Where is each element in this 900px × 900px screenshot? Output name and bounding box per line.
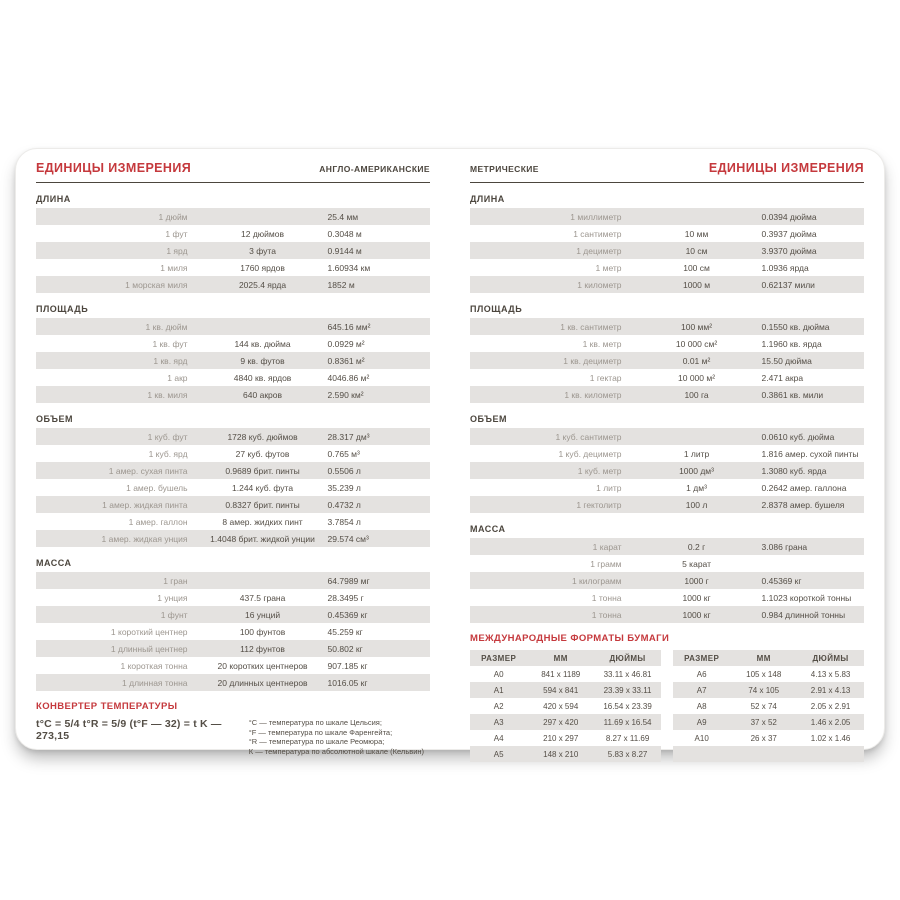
table-cell: 1 дюйм: [158, 211, 188, 222]
table-cell: 1 куб. дециметр: [558, 448, 622, 459]
table-cell: 1 дециметр: [576, 245, 622, 256]
paper-table-row: [673, 714, 864, 730]
measure-section-масса: [36, 558, 430, 691]
table-cell: 10 000 м²: [678, 372, 716, 383]
table-row: [470, 479, 864, 496]
table-cell: 1000 г: [684, 575, 709, 586]
sections-left: [36, 194, 430, 691]
paper-table-row: [673, 682, 864, 698]
table-cell: 0.2642 амер. галлона: [761, 482, 847, 493]
table-cell: 1 короткий центнер: [110, 626, 188, 637]
paper-cell: 8.27 x 11.69: [605, 733, 650, 743]
table-cell: 1 амер. сухая пинта: [108, 465, 188, 476]
paper-tables: [470, 650, 864, 762]
table-cell: 1 гектар: [589, 372, 622, 383]
table-cell: 8 амер. жидких пинт: [222, 516, 303, 527]
table-row: [470, 589, 864, 606]
table-cell: 437.5 грана: [239, 592, 286, 603]
table-row: [36, 572, 430, 589]
table-row: [36, 657, 430, 674]
table-row: [470, 606, 864, 623]
table-cell: 1 кв. миля: [147, 389, 188, 400]
section-label: ПЛОЩАДЬ: [36, 304, 89, 314]
paper-cell: A9: [696, 717, 707, 727]
table-row: [36, 589, 430, 606]
table-cell: 1 дм³: [686, 482, 707, 493]
table-cell: 1 унция: [157, 592, 188, 603]
table-cell: 1 кв. дециметр: [563, 355, 622, 366]
paper-table-row: [470, 666, 661, 682]
table-cell: 3 фута: [249, 245, 276, 256]
measure-section-длина: [36, 194, 430, 293]
table-cell: 20 коротких центнеров: [217, 660, 308, 671]
table-cell: 3.9370 дюйма: [761, 245, 817, 256]
table-cell: 0.5506 л: [327, 465, 361, 476]
table-row: [470, 208, 864, 225]
table-cell: 2025.4 ярда: [238, 279, 287, 290]
paper-cell: A1: [493, 685, 504, 695]
table-cell: 0.1550 кв. дюйма: [761, 321, 830, 332]
paper-cell: 105 x 148: [746, 669, 782, 679]
temperature-notes: [249, 718, 430, 756]
table-cell: 1000 кг: [682, 592, 711, 603]
table-cell: 1.816 амер. сухой пинты: [761, 448, 859, 459]
table-cell: 112 фунтов: [240, 643, 285, 654]
temperature-converter-title: КОНВЕРТЕР ТЕМПЕРАТУРЫ: [36, 701, 178, 712]
table-cell: 0.3048 м: [327, 228, 362, 239]
table-cell: 29.574 см³: [327, 533, 369, 544]
table-row: [470, 259, 864, 276]
table-cell: 0.0929 м²: [327, 338, 365, 349]
section-label: ОБЪЕМ: [36, 414, 73, 424]
table-cell: 1 кв. дюйм: [145, 321, 188, 332]
table-cell: 1 килограмм: [571, 575, 622, 586]
table-cell: 0.8327 брит. пинты: [225, 499, 300, 510]
table-cell: 0.45369 кг: [327, 609, 368, 620]
table-row: [470, 496, 864, 513]
paper-cell: 16.54 x 23.39: [603, 701, 652, 711]
table-row: [36, 606, 430, 623]
table-cell: 640 акров: [243, 389, 283, 400]
table-cell: 1 куб. метр: [577, 465, 622, 476]
table-cell: 0.2 г: [687, 541, 706, 552]
table-row: [36, 428, 430, 445]
table-row: [470, 352, 864, 369]
paper-cell: 210 x 297: [543, 733, 579, 743]
section-label: МАССА: [36, 558, 72, 568]
table-cell: 1 кв. километр: [564, 389, 622, 400]
table-row: [470, 225, 864, 242]
paper-cell: 11.69 x 16.54: [603, 717, 652, 727]
table-row: [36, 496, 430, 513]
table-cell: 2.471 акра: [761, 372, 804, 383]
table-cell: 1 куб. фут: [147, 431, 188, 442]
table-cell: 1000 кг: [682, 609, 711, 620]
table-cell: 0.984 длинной тонны: [761, 609, 846, 620]
paper-cell: 23.39 x 33.11: [603, 685, 652, 695]
table-cell: 0.9689 брит. пинты: [225, 465, 300, 476]
measure-section-длина: [470, 194, 864, 293]
table-cell: 100 га: [684, 389, 709, 400]
paper-table-row: [470, 746, 661, 762]
table-row: [36, 208, 430, 225]
table-cell: 1 длинный центнер: [110, 643, 188, 654]
table-cell: 12 дюймов: [241, 228, 285, 239]
table-cell: 1728 куб. дюймов: [227, 431, 298, 442]
table-row: [36, 259, 430, 276]
table-row: [36, 318, 430, 335]
paper-table-row: [673, 746, 864, 762]
table-cell: 1.3080 куб. ярда: [761, 465, 827, 476]
table-cell: 1 грамм: [590, 558, 622, 569]
paper-table-header-row: [470, 650, 661, 666]
table-cell: 1 фунт: [160, 609, 188, 620]
table-cell: 1.4048 брит. жидкой унции: [210, 533, 315, 544]
paper-cell: 841 x 1189: [541, 669, 581, 679]
temperature-note: °R — температура по шкале Реомюра;: [248, 737, 385, 746]
paper-cell: 52 x 74: [750, 701, 777, 711]
table-cell: 50.802 кг: [327, 643, 363, 654]
table-cell: 1 амер. галлон: [128, 516, 188, 527]
table-cell: 1 километр: [577, 279, 622, 290]
table-row: [470, 428, 864, 445]
table-row: [470, 318, 864, 335]
section-label: ОБЪЕМ: [470, 414, 507, 424]
table-cell: 1 куб. сантиметр: [555, 431, 622, 442]
table-cell: 1 карат: [592, 541, 622, 552]
table-cell: 1000 дм³: [679, 465, 714, 476]
table-cell: 5 карат: [682, 558, 711, 569]
table-cell: 16 унций: [244, 609, 281, 620]
table-cell: 1 кв. сантиметр: [560, 321, 622, 332]
sections-right: [470, 194, 864, 623]
paper-cell: A3: [493, 717, 504, 727]
paper-cell: A10: [694, 733, 709, 743]
paper-cell: 33.11 x 46.81: [603, 669, 652, 679]
table-row: [36, 225, 430, 242]
table-cell: 1.60934 км: [327, 262, 371, 273]
table-cell: 1 сантиметр: [573, 228, 622, 239]
paper-cell: A2: [493, 701, 504, 711]
paper-cell: 37 x 52: [750, 717, 777, 727]
table-cell: 3.086 грана: [761, 541, 808, 552]
table-cell: 1 метр: [595, 262, 622, 273]
temperature-converter: [36, 701, 430, 756]
table-row: [36, 352, 430, 369]
table-row: [36, 276, 430, 293]
table-cell: 10 мм: [684, 228, 709, 239]
table-cell: 1 морская миля: [125, 279, 188, 290]
paper-table-left: [470, 650, 661, 762]
table-cell: 1 кв. метр: [582, 338, 622, 349]
table-cell: 1 миля: [160, 262, 188, 273]
table-cell: 1.1023 короткой тонны: [761, 592, 852, 603]
table-cell: 0.0394 дюйма: [761, 211, 817, 222]
table-cell: 0.4732 л: [327, 499, 361, 510]
measure-section-объем: [36, 414, 430, 547]
table-cell: 1.0936 ярда: [761, 262, 809, 273]
table-cell: 28.317 дм³: [327, 431, 370, 442]
table-cell: 0.01 м²: [682, 355, 711, 366]
table-cell: 1 тонна: [591, 609, 622, 620]
paper-formats: [470, 633, 864, 762]
paper-table-row: [673, 730, 864, 746]
table-cell: 1 длинная тонна: [122, 677, 188, 688]
table-cell: 144 кв. дюйма: [234, 338, 291, 349]
page-subtitle-anglo: АНГЛО-АМЕРИКАНСКИЕ: [319, 164, 430, 174]
paper-table-row: [470, 730, 661, 746]
paper-cell: 594 x 841: [543, 685, 579, 695]
paper-cell: A6: [696, 669, 707, 679]
paper-formats-title: МЕЖДУНАРОДНЫЕ ФОРМАТЫ БУМАГИ: [470, 633, 670, 644]
section-label: МАССА: [470, 524, 506, 534]
table-row: [36, 462, 430, 479]
measure-section-площадь: [470, 304, 864, 403]
table-cell: 1.244 куб. фута: [232, 482, 294, 493]
table-cell: 0.62137 мили: [761, 279, 815, 290]
table-cell: 10 см: [685, 245, 708, 256]
table-cell: 907.185 кг: [327, 660, 368, 671]
table-cell: 0.3861 кв. мили: [761, 389, 824, 400]
page-left: [16, 149, 450, 756]
measure-section-масса: [470, 524, 864, 623]
table-cell: 10 000 см²: [675, 338, 718, 349]
table-cell: 1 миллиметр: [570, 211, 622, 222]
table-row: [470, 462, 864, 479]
table-row: [36, 513, 430, 530]
paper-cell: 2.91 x 4.13: [810, 685, 851, 695]
table-cell: 1852 м: [327, 279, 355, 290]
table-cell: 0.765 м³: [327, 448, 360, 459]
table-cell: 1016.05 кг: [327, 677, 368, 688]
table-cell: 1 амер. жидкая унция: [101, 533, 188, 544]
table-cell: 1 ярд: [166, 245, 188, 256]
table-cell: 25.4 мм: [327, 211, 359, 222]
paper-table-row: [470, 682, 661, 698]
table-cell: 1 амер. бушель: [126, 482, 188, 493]
table-cell: 27 куб. футов: [235, 448, 290, 459]
header-rule: [36, 182, 430, 183]
table-cell: 1 короткая тонна: [120, 660, 188, 671]
table-cell: 1 куб. ярд: [148, 448, 188, 459]
paper-cell: 26 x 37: [750, 733, 777, 743]
table-cell: 3.7854 л: [327, 516, 361, 527]
table-cell: 4840 кв. ярдов: [233, 372, 292, 383]
paper-cell: 5.83 x 8.27: [607, 749, 648, 759]
table-cell: 20 длинных центнеров: [217, 677, 308, 688]
table-row: [470, 555, 864, 572]
table-cell: 35.239 л: [327, 482, 361, 493]
table-cell: 0.3937 дюйма: [761, 228, 817, 239]
table-row: [36, 640, 430, 657]
table-cell: 0.45369 кг: [761, 575, 802, 586]
table-cell: 1 литр: [596, 482, 622, 493]
header-rule-right: [470, 182, 864, 183]
paper-cell: A8: [696, 701, 707, 711]
paper-cell: A7: [696, 685, 707, 695]
page-subtitle-metric: МЕТРИЧЕСКИЕ: [470, 164, 539, 174]
paper-table-row: [470, 714, 661, 730]
temperature-note: °C — температура по шкале Цельсия;: [248, 718, 382, 727]
paper-table-row: [470, 698, 661, 714]
table-cell: 1 фут: [165, 228, 188, 239]
table-cell: 9 кв. футов: [240, 355, 285, 366]
paper-cell: 420 x 594: [543, 701, 579, 711]
table-row: [36, 335, 430, 352]
paper-header-cell: РАЗМЕР: [684, 653, 720, 663]
paper-table-right: [673, 650, 864, 762]
table-cell: 1 гектолитр: [576, 499, 622, 510]
paper-cell: A4: [493, 733, 504, 743]
table-row: [36, 242, 430, 259]
table-row: [36, 530, 430, 547]
table-row: [470, 538, 864, 555]
page-title: ЕДИНИЦЫ ИЗМЕРЕНИЯ: [36, 161, 192, 175]
table-cell: 1 литр: [683, 448, 710, 459]
table-row: [470, 369, 864, 386]
paper-cell: 4.13 x 5.83: [810, 669, 851, 679]
temperature-note: °F — температура по шкале Фаренгейта;: [248, 727, 393, 737]
table-cell: 2.8378 амер. бушеля: [761, 499, 845, 510]
table-row: [36, 445, 430, 462]
paper-cell: 1.02 x 1.46: [810, 733, 851, 743]
table-row: [36, 369, 430, 386]
table-row: [470, 386, 864, 403]
table-cell: 1 гран: [163, 575, 188, 586]
table-cell: 100 л: [685, 499, 708, 510]
table-cell: 1000 м: [682, 279, 711, 290]
table-row: [470, 242, 864, 259]
table-cell: 1760 ярдов: [240, 262, 285, 273]
table-cell: 1 тонна: [591, 592, 622, 603]
paper-header-cell: РАЗМЕР: [481, 653, 517, 663]
table-row: [36, 674, 430, 691]
paper-header-cell: ДЮЙМЫ: [812, 653, 849, 663]
table-cell: 1 кв. фут: [152, 338, 188, 349]
section-label: ДЛИНА: [470, 194, 505, 204]
table-row: [470, 572, 864, 589]
table-row: [470, 276, 864, 293]
paper-cell: 297 x 420: [543, 717, 579, 727]
temperature-note: К — температура по абсолютной шкале (Кельвин): [248, 746, 425, 756]
temperature-formula: t°C = 5/4 t°R = 5/9 (t°F — 32) = t K — 273,15: [36, 718, 222, 742]
table-cell: 45.259 кг: [327, 626, 363, 637]
measure-section-объем: [470, 414, 864, 513]
table-row: [36, 386, 430, 403]
page-left-header: [36, 161, 430, 175]
table-cell: 64.7989 мг: [327, 575, 370, 586]
table-cell: 100 мм²: [681, 321, 713, 332]
page-right-header: [470, 161, 864, 175]
table-cell: 1 амер. жидкая пинта: [102, 499, 188, 510]
paper-cell: 2.05 x 2.91: [810, 701, 851, 711]
paper-table-row: [673, 666, 864, 682]
page-right: [450, 149, 884, 759]
page-title-right: ЕДИНИЦЫ ИЗМЕРЕНИЯ: [708, 161, 864, 175]
temperature-converter-body: [36, 718, 430, 756]
table-row: [470, 445, 864, 462]
section-label: ДЛИНА: [36, 194, 71, 204]
paper-header-cell: ММ: [553, 653, 568, 663]
table-cell: 100 см: [683, 262, 710, 273]
table-cell: 1 кв. ярд: [153, 355, 188, 366]
table-row: [36, 623, 430, 640]
notebook-spread: [15, 148, 885, 759]
paper-header-cell: ДЮЙМЫ: [609, 653, 646, 663]
table-cell: 0.9144 м: [327, 245, 362, 256]
paper-cell: 148 x 210: [543, 749, 579, 759]
table-cell: 4046.86 м²: [327, 372, 370, 383]
table-row: [470, 335, 864, 352]
table-cell: 0.0610 куб. дюйма: [761, 431, 835, 442]
table-cell: 28.3495 г: [327, 592, 364, 603]
paper-table-header-row: [673, 650, 864, 666]
paper-cell: A0: [493, 669, 504, 679]
measure-section-площадь: [36, 304, 430, 403]
table-row: [36, 479, 430, 496]
table-cell: 100 фунтов: [239, 626, 286, 637]
paper-table-row: [673, 698, 864, 714]
paper-cell: 1.46 x 2.05: [810, 717, 851, 727]
paper-cell: A5: [493, 749, 504, 759]
table-cell: 1 акр: [167, 372, 188, 383]
table-cell: 2.590 км²: [327, 389, 364, 400]
table-cell: 0.8361 м²: [327, 355, 365, 366]
paper-header-cell: ММ: [756, 653, 771, 663]
table-cell: 15.50 дюйма: [761, 355, 812, 366]
section-label: ПЛОЩАДЬ: [470, 304, 523, 314]
paper-cell: 74 x 105: [748, 685, 780, 695]
table-cell: 645.16 мм²: [327, 321, 371, 332]
table-cell: 1.1960 кв. ярда: [761, 338, 822, 349]
